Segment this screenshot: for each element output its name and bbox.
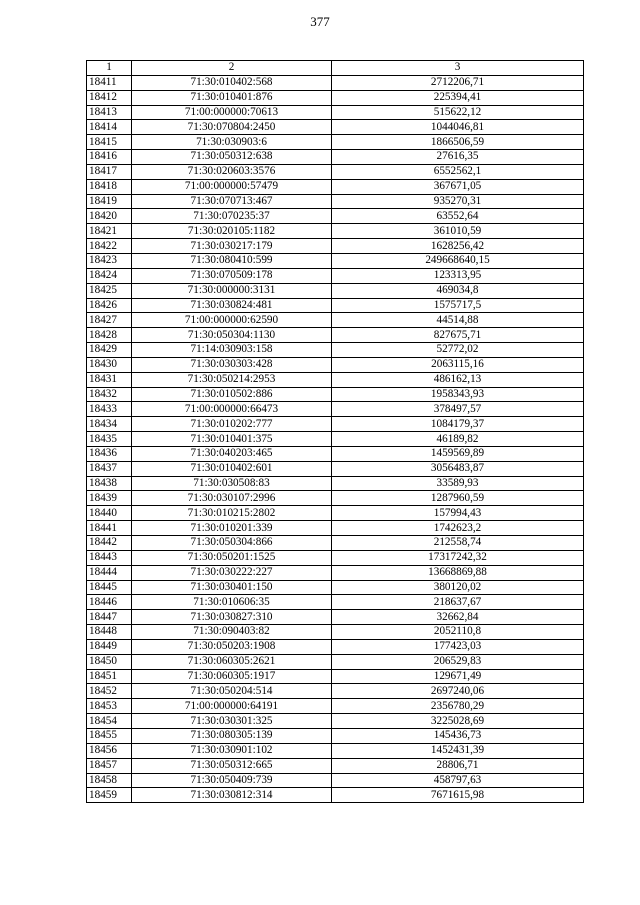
- cadastral-number-cell: 71:30:060305:1917: [132, 669, 332, 684]
- cadastral-value-cell: 177423,03: [332, 639, 584, 654]
- cadastral-number-cell: 71:30:050204:514: [132, 684, 332, 699]
- column-header-1: 1: [87, 61, 132, 76]
- row-number-cell: 18431: [87, 372, 132, 387]
- cadastral-value-cell: 486162,13: [332, 372, 584, 387]
- row-number-cell: 18429: [87, 343, 132, 358]
- cadastral-value-cell: 52772,02: [332, 343, 584, 358]
- row-number-cell: 18451: [87, 669, 132, 684]
- cadastral-number-cell: 71:30:050201:1525: [132, 550, 332, 565]
- column-header-2: 2: [132, 61, 332, 76]
- cadastral-number-cell: 71:30:010502:886: [132, 387, 332, 402]
- cadastral-number-cell: 71:30:050203:1908: [132, 639, 332, 654]
- row-number-cell: 18432: [87, 387, 132, 402]
- table-row: [87, 194, 584, 209]
- cadastral-value-cell: 249668640,15: [332, 253, 584, 268]
- cadastral-number-cell: 71:30:050304:866: [132, 536, 332, 551]
- table-row: [87, 610, 584, 625]
- table-row: [87, 432, 584, 447]
- cadastral-number-cell: 71:00:000000:66473: [132, 402, 332, 417]
- row-number-cell: 18413: [87, 105, 132, 120]
- cadastral-number-cell: 71:30:010201:339: [132, 521, 332, 536]
- cadastral-value-cell: 129671,49: [332, 669, 584, 684]
- row-number-cell: 18415: [87, 135, 132, 150]
- cadastral-number-cell: 71:30:050304:1130: [132, 328, 332, 343]
- cadastral-number-cell: 71:30:030303:428: [132, 357, 332, 372]
- cadastral-value-cell: 458797,63: [332, 773, 584, 788]
- table-row: [87, 506, 584, 521]
- cadastral-value-cell: 367671,05: [332, 179, 584, 194]
- table-row: [87, 164, 584, 179]
- cadastral-number-cell: 71:30:010402:568: [132, 75, 332, 90]
- table-row: [87, 758, 584, 773]
- cadastral-number-cell: 71:30:030901:102: [132, 743, 332, 758]
- cadastral-number-cell: 71:30:060305:2621: [132, 654, 332, 669]
- cadastral-value-cell: 378497,57: [332, 402, 584, 417]
- table-row: [87, 253, 584, 268]
- table-row: [87, 402, 584, 417]
- cadastral-number-cell: 71:30:030222:227: [132, 565, 332, 580]
- table-row: [87, 639, 584, 654]
- table-row: [87, 283, 584, 298]
- row-number-cell: 18454: [87, 714, 132, 729]
- cadastral-number-cell: 71:30:010202:777: [132, 417, 332, 432]
- cadastral-value-cell: 13668869,88: [332, 565, 584, 580]
- cadastral-value-cell: 3056483,87: [332, 461, 584, 476]
- cadastral-value-cell: 123313,95: [332, 268, 584, 283]
- cadastral-value-cell: 2712206,71: [332, 75, 584, 90]
- table-row: [87, 313, 584, 328]
- cadastral-number-cell: 71:30:070509:178: [132, 268, 332, 283]
- table-row: [87, 135, 584, 150]
- row-number-cell: 18458: [87, 773, 132, 788]
- row-number-cell: 18426: [87, 298, 132, 313]
- cadastral-value-cell: 206529,83: [332, 654, 584, 669]
- cadastral-value-cell: 2697240,06: [332, 684, 584, 699]
- cadastral-value-cell: 1287960,59: [332, 491, 584, 506]
- cadastral-value-cell: 33589,93: [332, 476, 584, 491]
- table-row: [87, 343, 584, 358]
- table-header-row: [87, 61, 584, 76]
- row-number-cell: 18449: [87, 639, 132, 654]
- table-row: [87, 565, 584, 580]
- row-number-cell: 18416: [87, 150, 132, 165]
- cadastral-value-cell: 1452431,39: [332, 743, 584, 758]
- cadastral-number-cell: 71:30:090403:82: [132, 625, 332, 640]
- cadastral-number-cell: 71:30:010401:876: [132, 90, 332, 105]
- cadastral-number-cell: 71:30:030401:150: [132, 580, 332, 595]
- cadastral-number-cell: 71:30:010401:375: [132, 432, 332, 447]
- table-row: [87, 150, 584, 165]
- row-number-cell: 18428: [87, 328, 132, 343]
- row-number-cell: 18441: [87, 521, 132, 536]
- page-number: 377: [310, 14, 330, 29]
- row-number-cell: 18417: [87, 164, 132, 179]
- cadastral-number-cell: 71:30:030824:481: [132, 298, 332, 313]
- row-number-cell: 18419: [87, 194, 132, 209]
- table-row: [87, 536, 584, 551]
- cadastral-value-cell: 515622,12: [332, 105, 584, 120]
- table-row: [87, 268, 584, 283]
- row-number-cell: 18445: [87, 580, 132, 595]
- row-number-cell: 18424: [87, 268, 132, 283]
- row-number-cell: 18437: [87, 461, 132, 476]
- row-number-cell: 18412: [87, 90, 132, 105]
- table-row: [87, 179, 584, 194]
- cadastral-number-cell: 71:30:070235:37: [132, 209, 332, 224]
- cadastral-value-cell: 145436,73: [332, 728, 584, 743]
- row-number-cell: 18444: [87, 565, 132, 580]
- cadastral-number-cell: 71:30:050312:665: [132, 758, 332, 773]
- cadastral-number-cell: 71:00:000000:64191: [132, 699, 332, 714]
- cadastral-value-cell: 1866506,59: [332, 135, 584, 150]
- cadastral-value-table: [86, 60, 584, 803]
- cadastral-value-cell: 28806,71: [332, 758, 584, 773]
- row-number-cell: 18439: [87, 491, 132, 506]
- cadastral-number-cell: 71:14:030903:158: [132, 343, 332, 358]
- cadastral-number-cell: 71:30:010215:2802: [132, 506, 332, 521]
- table-row: [87, 105, 584, 120]
- cadastral-number-cell: 71:30:010402:601: [132, 461, 332, 476]
- row-number-cell: 18435: [87, 432, 132, 447]
- cadastral-number-cell: 71:30:030903:6: [132, 135, 332, 150]
- cadastral-number-cell: 71:30:050409:739: [132, 773, 332, 788]
- cadastral-value-cell: 2063115,16: [332, 357, 584, 372]
- row-number-cell: 18434: [87, 417, 132, 432]
- row-number-cell: 18418: [87, 179, 132, 194]
- row-number-cell: 18447: [87, 610, 132, 625]
- row-number-cell: 18446: [87, 595, 132, 610]
- table-row: [87, 224, 584, 239]
- table-row: [87, 298, 584, 313]
- cadastral-number-cell: 71:30:070713:467: [132, 194, 332, 209]
- cadastral-value-cell: 218637,67: [332, 595, 584, 610]
- cadastral-value-cell: 212558,74: [332, 536, 584, 551]
- cadastral-value-cell: 1958343,93: [332, 387, 584, 402]
- cadastral-value-cell: 1044046,81: [332, 120, 584, 135]
- row-number-cell: 18448: [87, 625, 132, 640]
- cadastral-value-cell: 63552,64: [332, 209, 584, 224]
- table-row: [87, 654, 584, 669]
- cadastral-number-cell: 71:30:010606:35: [132, 595, 332, 610]
- cadastral-value-cell: 32662,84: [332, 610, 584, 625]
- table-row: [87, 491, 584, 506]
- table-row: [87, 239, 584, 254]
- cadastral-number-cell: 71:30:000000:3131: [132, 283, 332, 298]
- row-number-cell: 18450: [87, 654, 132, 669]
- row-number-cell: 18427: [87, 313, 132, 328]
- cadastral-number-cell: 71:30:080410:599: [132, 253, 332, 268]
- table-row: [87, 90, 584, 105]
- row-number-cell: 18438: [87, 476, 132, 491]
- table-row: [87, 669, 584, 684]
- cadastral-value-cell: 827675,71: [332, 328, 584, 343]
- cadastral-number-cell: 71:30:020105:1182: [132, 224, 332, 239]
- row-number-cell: 18422: [87, 239, 132, 254]
- column-header-3: 3: [332, 61, 584, 76]
- cadastral-number-cell: 71:30:030107:2996: [132, 491, 332, 506]
- cadastral-value-cell: 46189,82: [332, 432, 584, 447]
- table-row: [87, 476, 584, 491]
- cadastral-value-cell: 225394,41: [332, 90, 584, 105]
- table-row: [87, 446, 584, 461]
- table-row: [87, 773, 584, 788]
- cadastral-value-cell: 2356780,29: [332, 699, 584, 714]
- cadastral-value-cell: 6552562,1: [332, 164, 584, 179]
- row-number-cell: 18456: [87, 743, 132, 758]
- cadastral-number-cell: 71:30:030301:325: [132, 714, 332, 729]
- table-row: [87, 461, 584, 476]
- row-number-cell: 18430: [87, 357, 132, 372]
- cadastral-value-cell: 1084179,37: [332, 417, 584, 432]
- table-row: [87, 521, 584, 536]
- cadastral-value-cell: 1628256,42: [332, 239, 584, 254]
- cadastral-value-cell: 17317242,32: [332, 550, 584, 565]
- cadastral-value-cell: 380120,02: [332, 580, 584, 595]
- row-number-cell: 18455: [87, 728, 132, 743]
- cadastral-number-cell: 71:30:030217:179: [132, 239, 332, 254]
- row-number-cell: 18457: [87, 758, 132, 773]
- cadastral-value-cell: 469034,8: [332, 283, 584, 298]
- cadastral-number-cell: 71:00:000000:62590: [132, 313, 332, 328]
- cadastral-number-cell: 71:30:050214:2953: [132, 372, 332, 387]
- cadastral-value-cell: 1575717,5: [332, 298, 584, 313]
- table-row: [87, 684, 584, 699]
- row-number-cell: 18423: [87, 253, 132, 268]
- table-row: [87, 595, 584, 610]
- table-row: [87, 328, 584, 343]
- row-number-cell: 18452: [87, 684, 132, 699]
- cadastral-number-cell: 71:00:000000:70613: [132, 105, 332, 120]
- row-number-cell: 18442: [87, 536, 132, 551]
- cadastral-number-cell: 71:30:070804:2450: [132, 120, 332, 135]
- table-row: [87, 550, 584, 565]
- row-number-cell: 18420: [87, 209, 132, 224]
- table-row: [87, 209, 584, 224]
- cadastral-value-cell: 44514,88: [332, 313, 584, 328]
- table-row: [87, 387, 584, 402]
- cadastral-number-cell: 71:30:030508:83: [132, 476, 332, 491]
- row-number-cell: 18425: [87, 283, 132, 298]
- row-number-cell: 18436: [87, 446, 132, 461]
- table-row: [87, 417, 584, 432]
- table-row: [87, 357, 584, 372]
- cadastral-value-cell: 1459569,89: [332, 446, 584, 461]
- cadastral-value-cell: 935270,31: [332, 194, 584, 209]
- table-row: [87, 75, 584, 90]
- cadastral-value-cell: 1742623,2: [332, 521, 584, 536]
- cadastral-number-cell: 71:00:000000:57479: [132, 179, 332, 194]
- table-row: [87, 728, 584, 743]
- cadastral-value-cell: 27616,35: [332, 150, 584, 165]
- cadastral-number-cell: 71:30:030812:314: [132, 788, 332, 803]
- row-number-cell: 18440: [87, 506, 132, 521]
- table-row: [87, 625, 584, 640]
- row-number-cell: 18414: [87, 120, 132, 135]
- row-number-cell: 18459: [87, 788, 132, 803]
- cadastral-value-cell: 2052110,8: [332, 625, 584, 640]
- cadastral-number-cell: 71:30:080305:139: [132, 728, 332, 743]
- cadastral-value-cell: 157994,43: [332, 506, 584, 521]
- cadastral-number-cell: 71:30:020603:3576: [132, 164, 332, 179]
- row-number-cell: 18443: [87, 550, 132, 565]
- table-row: [87, 743, 584, 758]
- cadastral-number-cell: 71:30:050312:638: [132, 150, 332, 165]
- cadastral-number-cell: 71:30:030827:310: [132, 610, 332, 625]
- table-row: [87, 699, 584, 714]
- cadastral-value-cell: 7671615,98: [332, 788, 584, 803]
- table-row: [87, 714, 584, 729]
- row-number-cell: 18433: [87, 402, 132, 417]
- cadastral-value-cell: 3225028,69: [332, 714, 584, 729]
- table-row: [87, 120, 584, 135]
- table-body: [87, 75, 584, 802]
- cadastral-number-cell: 71:30:040203:465: [132, 446, 332, 461]
- row-number-cell: 18453: [87, 699, 132, 714]
- table-row: [87, 580, 584, 595]
- row-number-cell: 18411: [87, 75, 132, 90]
- table-row: [87, 372, 584, 387]
- cadastral-value-cell: 361010,59: [332, 224, 584, 239]
- table-row: [87, 788, 584, 803]
- row-number-cell: 18421: [87, 224, 132, 239]
